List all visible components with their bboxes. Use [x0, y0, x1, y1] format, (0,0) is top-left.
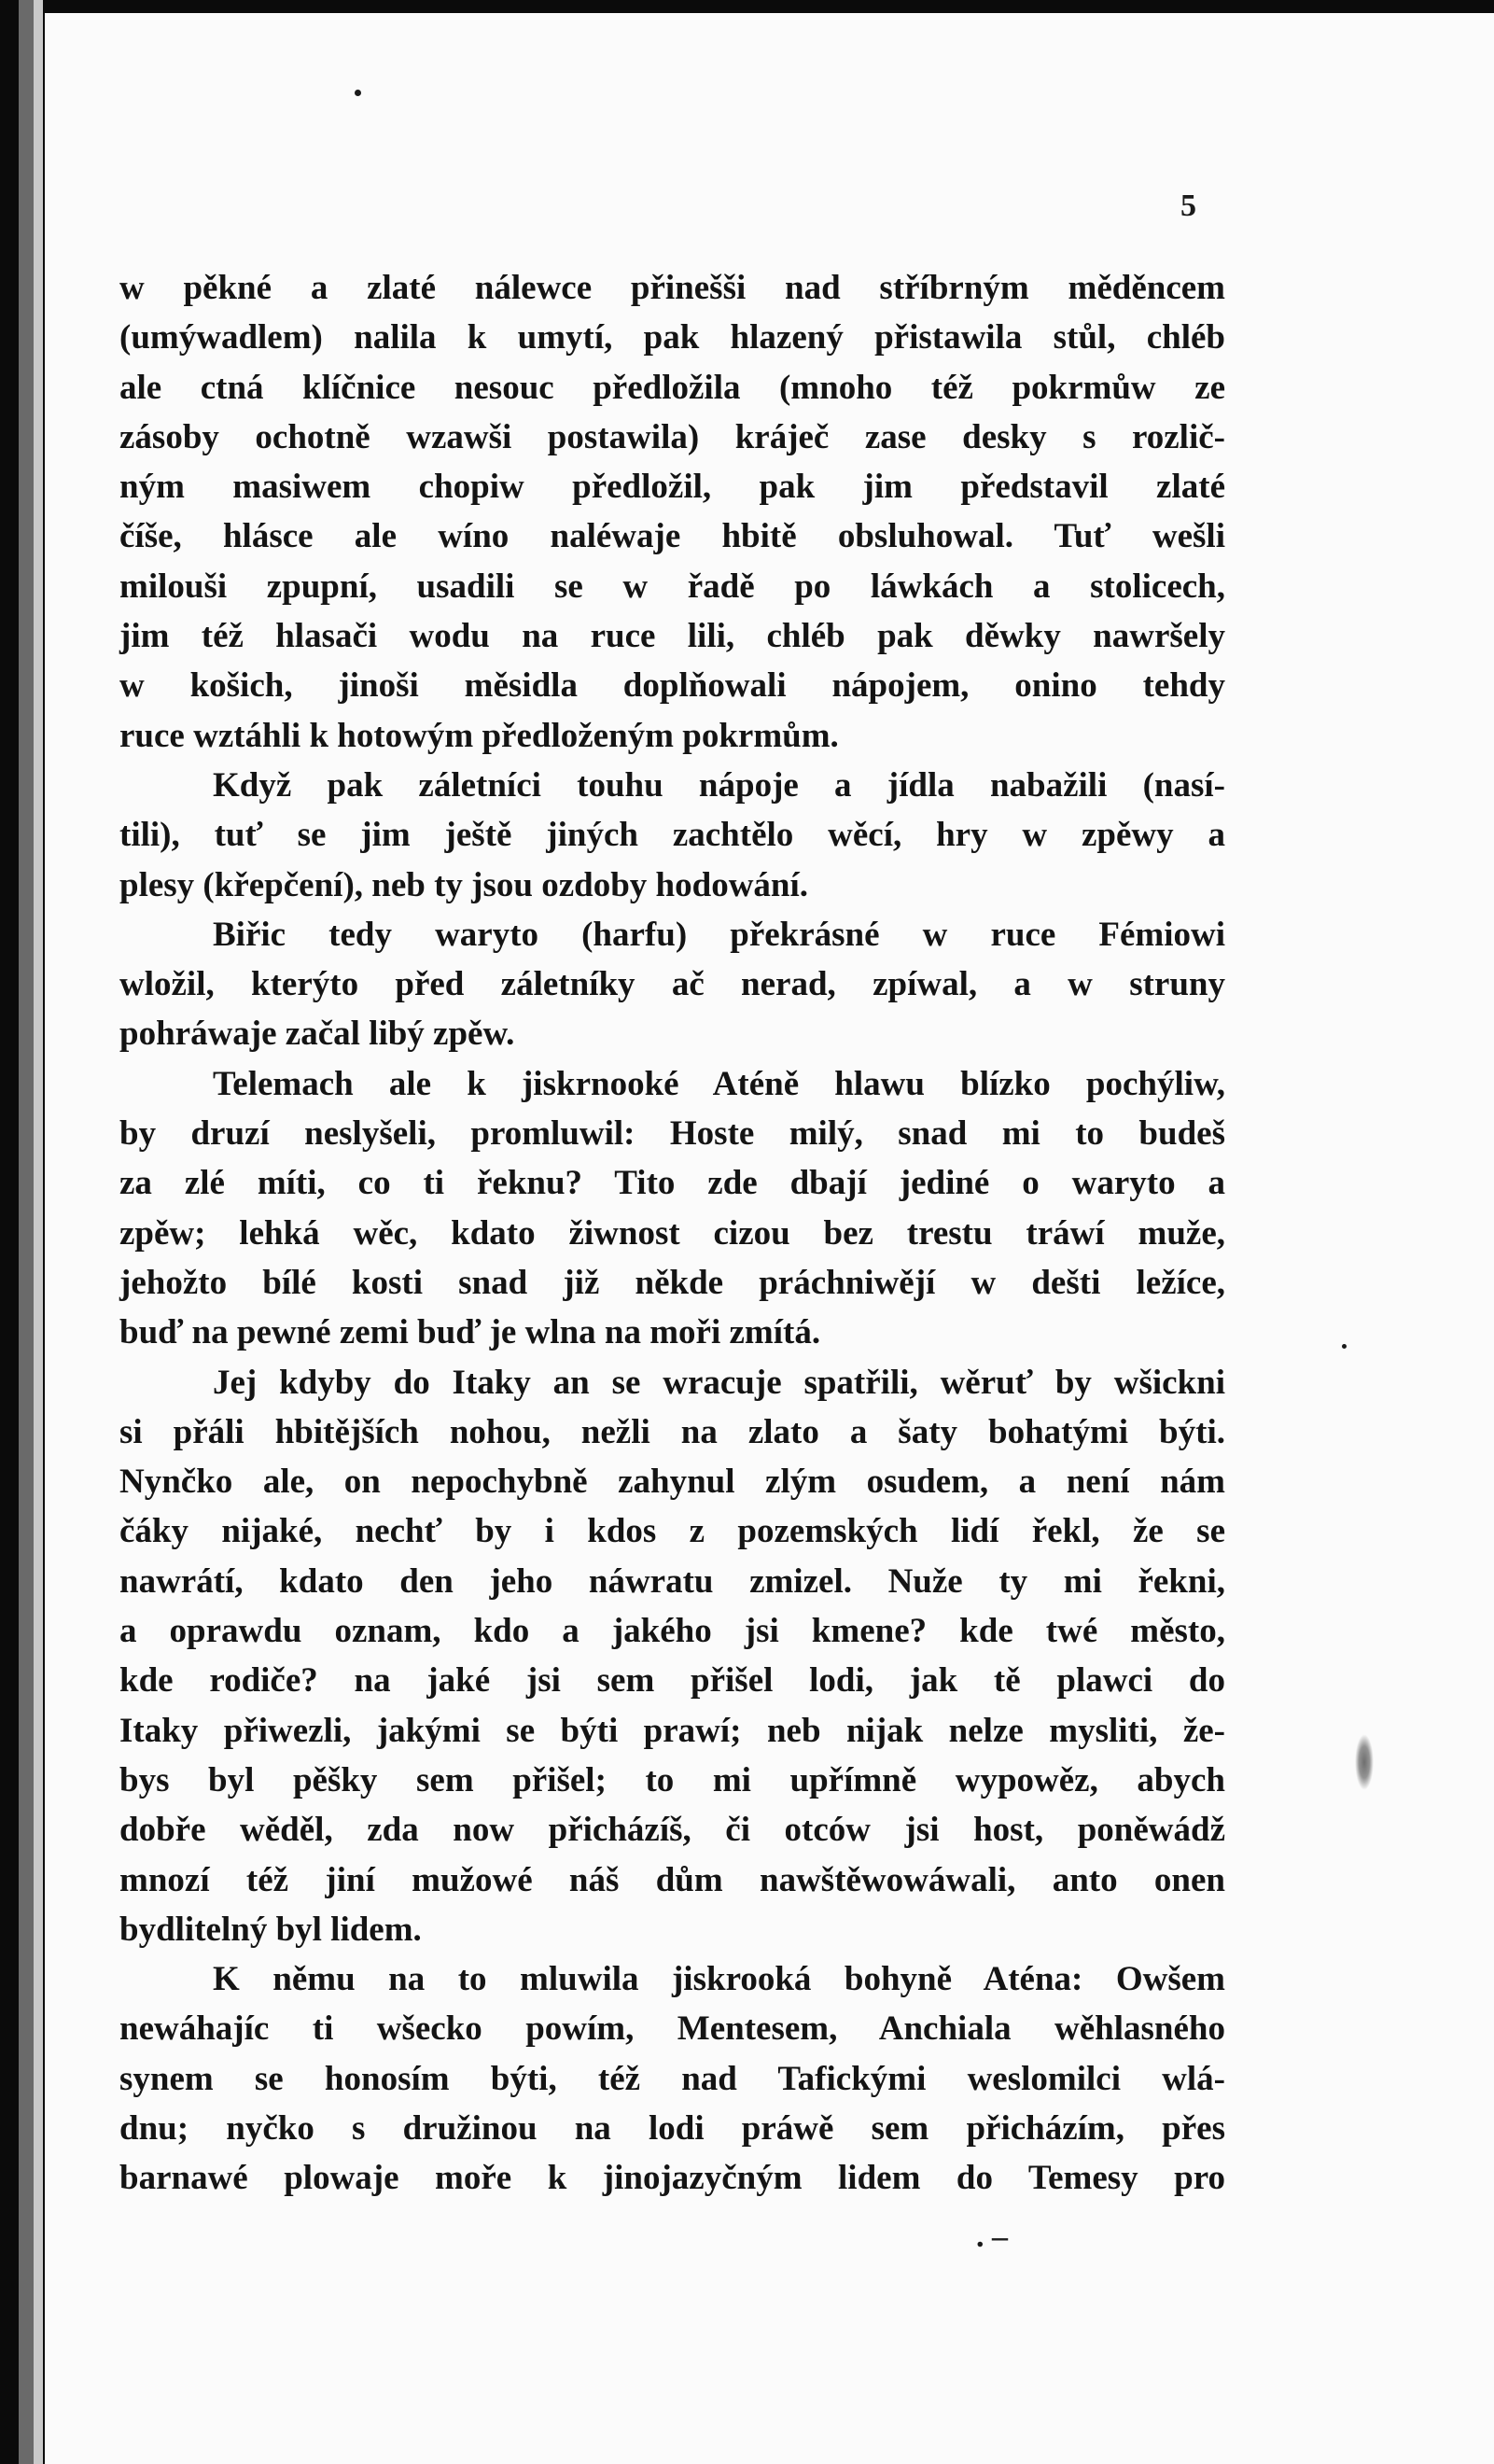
text-line: nawrátí, kdato den jeho náwratu zmizel. Nuže ty mi řekni, [119, 1561, 1225, 1601]
text-line: (umýwadlem) nalila k umytí, pak hlazený přistawila stůl, chléb [119, 318, 1225, 357]
text-line: jim též hlasači wodu na ruce lili, chléb pak děwky nawršely [119, 617, 1225, 656]
text-line: milouši zpupní, usadili se w řadě po láwkách a stolicech, [119, 567, 1225, 606]
text-line: zpěw; lehká wěc, kdato žiwnost cizou bez trestu tráwí muže, [119, 1213, 1225, 1253]
text-line: mnozí též jiní mužowé náš dům nawštěwowáwali, anto onen [119, 1860, 1225, 1899]
text-line: za zlé míti, co ti řeknu? Tito zde dbají jediné o waryto a [119, 1164, 1225, 1203]
text-line: w košich, jinoši měsidla doplňowali nápojem, onino tehdy [119, 666, 1225, 706]
ink-speck [355, 90, 361, 96]
text-line: buď na pewné zemi buď je wlna na moři zmítá. [119, 1313, 821, 1352]
text-line: Když pak záletníci touhu nápoje a jídla nabažili (nasí- [213, 765, 1225, 805]
text-line: ale ctná klíčnice nesouc předložila (mnoho též pokrmůw ze [119, 368, 1225, 407]
body-text [119, 263, 1225, 2204]
page-number: 5 [1180, 189, 1196, 223]
text-line: bys byl pěšky sem přišel; to mi upřímně wypowěz, abych [119, 1760, 1225, 1799]
text-line: synem se honosím býti, též nad Tafickými weslomilci wlá- [119, 2059, 1225, 2098]
text-line: pohráwaje začal libý zpěw. [119, 1015, 515, 1054]
text-line: číše, hlásce ale wíno naléwaje hbitě obsluhowal. Tuť wešli [119, 517, 1225, 556]
text-line: Jej kdyby do Itaky an se wracuje spatřili, wěruť by wšickni [213, 1363, 1225, 1402]
text-line: bydlitelný byl lidem. [119, 1910, 422, 1949]
text-line: newáhajíc ti wšecko powím, Mentesem, Anchiala wěhlasného [119, 2009, 1225, 2049]
text-line: ným masiwem chopiw předložil, pak jim představil zlaté [119, 468, 1225, 507]
text-line: Telemach ale k jiskrnooké Aténě hlawu blízko pochýliw, [213, 1064, 1225, 1103]
margin-ink-mark [1355, 1734, 1374, 1790]
text-line: plesy (křepčení), neb ty jsou ozdoby hodowání. [119, 865, 809, 904]
text-line: K němu na to mluwila jiskrooká bohyně Aténa: Owšem [213, 1960, 1225, 1999]
text-line: zásoby ochotně wzawši postawila) kráječ zase desky s rozlič- [119, 417, 1225, 456]
text-line: kde rodiče? na jaké jsi sem přišel lodi, jak tě plawci do [119, 1661, 1225, 1701]
text-line: by druzí neslyšeli, promluwil: Hoste milý, snad mi to budeš [119, 1114, 1225, 1154]
text-line: wložil, kterýto před záletníky ač nerad, zpíwal, a w struny [119, 965, 1225, 1004]
text-line: Nynčko ale, on nepochybně zahynul zlým osudem, a není nám [119, 1463, 1225, 1502]
text-line: tili), tuť se jim ještě jiných zachtělo wěcí, hry w zpěwy a [119, 816, 1225, 855]
ink-speck [1342, 1344, 1347, 1349]
book-spine-inner-edge [34, 0, 43, 2464]
text-line: a oprawdu oznam, kdo a jakého jsi kmene? kde twé město, [119, 1612, 1225, 1651]
text-line: Biřic tedy waryto (harfu) překrásné w ruce Fémiowi [213, 915, 1225, 954]
text-line: si přáli hbitějších nohou, nežli na zlato a šaty bohatými býti. [119, 1412, 1225, 1451]
text-line: dobře wěděl, zda now přicházíš, či otców jsi host, poněwádž [119, 1811, 1225, 1850]
text-line: barnawé plowaje moře k jinojazyčným lidem do Temesy pro [119, 2159, 1225, 2198]
text-line: Itaky přiwezli, jakými se býti prawí; neb nijak nelze mysliti, že- [119, 1711, 1225, 1750]
text-line: jehožto bílé kosti snad již někde práchniwějí w dešti ležíce, [119, 1263, 1225, 1302]
text-line: dnu; nyčko s družinou na lodi práwě sem přicházím, přes [119, 2108, 1225, 2148]
bottom-mark: . – [976, 2219, 1008, 2254]
text-line: ruce wztáhli k hotowým předloženým pokrmům. [119, 716, 839, 755]
text-line: čáky nijaké, nechť by i kdos z pozemských lidí řekl, že se [119, 1512, 1225, 1551]
text-line: w pěkné a zlaté nálewce přinešši nad stříbrným měděncem [119, 269, 1225, 307]
